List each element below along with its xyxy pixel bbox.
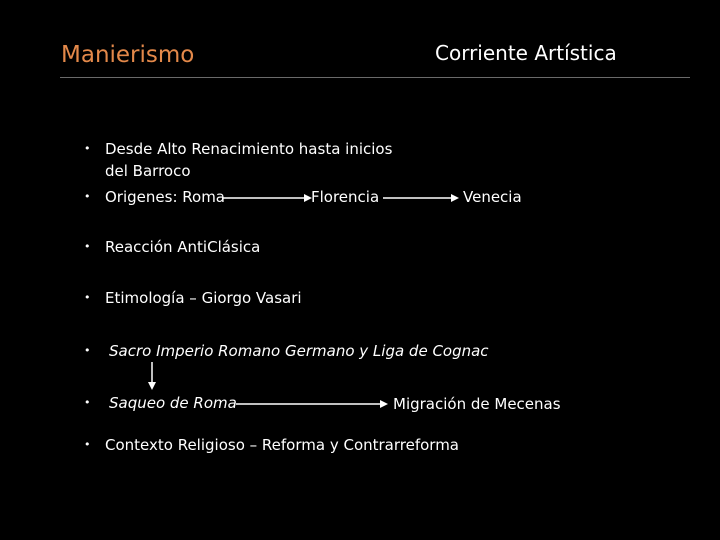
item-migracion: Migración de Mecenas [393, 395, 561, 413]
bullet-marker: • [84, 396, 91, 409]
arrow-florencia-venecia [383, 191, 459, 205]
bullet-marker: • [84, 142, 91, 155]
item-reaccion: Reacción AntiClásica [105, 238, 261, 256]
item-renacimiento-line2: del Barroco [105, 162, 191, 180]
item-contexto: Contexto Religioso – Reforma y Contrarreforma [105, 436, 460, 454]
arrow-saqueo-migracion [236, 397, 388, 411]
bullet-marker: • [84, 240, 91, 253]
slide-subtitle: Corriente Artística [435, 41, 617, 65]
bullet-marker: • [84, 438, 91, 451]
item-sacro: Sacro Imperio Romano Germano y Liga de Cognac [109, 342, 489, 360]
item-etimologia: Etimología – Giorgo Vasari [105, 289, 302, 307]
title-divider [60, 77, 690, 78]
bullet-marker: • [84, 344, 91, 357]
bullet-marker: • [84, 190, 91, 203]
item-saqueo: Saqueo de Roma [109, 394, 237, 412]
arrow-sacro-saqueo [146, 362, 158, 390]
item-origenes: Origenes: Roma [105, 188, 225, 206]
item-venecia: Venecia [463, 188, 522, 206]
item-florencia: Florencia [311, 188, 380, 206]
bullet-marker: • [84, 291, 91, 304]
item-renacimiento-line1: Desde Alto Renacimiento hasta inicios [105, 140, 393, 158]
arrow-roma-florencia [222, 191, 312, 205]
slide-title: Manierismo [61, 42, 195, 68]
